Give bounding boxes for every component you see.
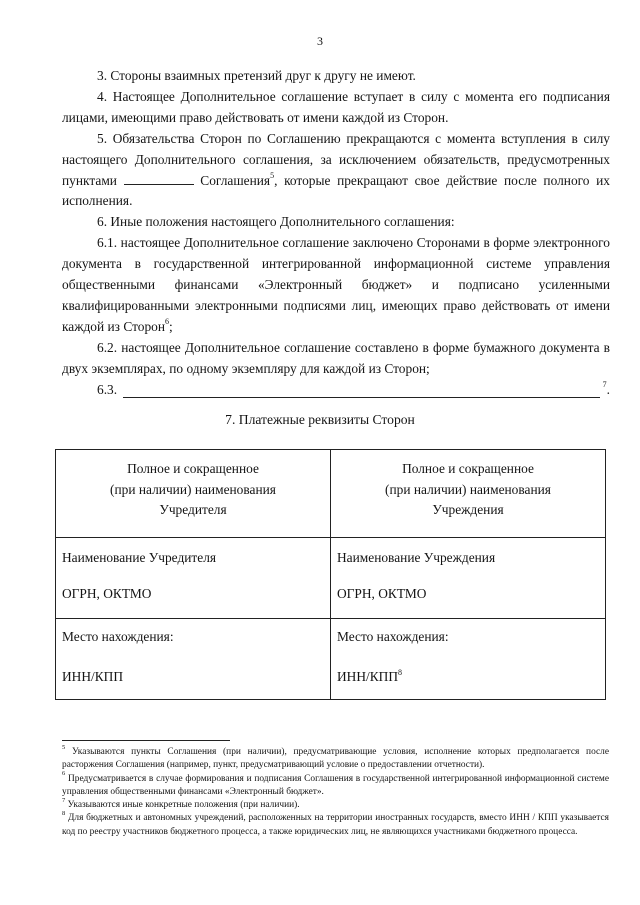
footnote-text: Указываются иные конкретные положения (при наличии). (65, 800, 300, 811)
paragraph-5-end: , которые прекращают свое действие после полного их исполнения. (62, 172, 610, 209)
footnote-ref-5: 5 (270, 171, 275, 181)
institution-name-label: Наименование Учреждения (337, 550, 496, 565)
section-title: 7. Платежные реквизиты Сторон (225, 412, 415, 427)
paragraph-5-agreement: Соглашения (200, 172, 271, 188)
footnote-8 (62, 812, 609, 839)
paragraph-6: 6. Иные положения настоящего Дополнительного соглашения: (97, 214, 455, 230)
footnote-text: Указываются пункты Соглашения (при наличии), предусматривающие условия, исполнение которых предполагается после расторжения Соглашения (например, пункт, предусматривающий условие о предоставлении отчетности). (62, 747, 609, 771)
founder-header (56, 450, 331, 538)
paragraph-3: 3. Стороны взаимных претензий друг к другу не имеют. (97, 68, 416, 83)
footnote-text: Для бюджетных и автономных учреждений, расположенных на территории иностранных государств, вместо ИНН / КПП указывается код по реестру участников бюджетного процесса, а также юридических лиц, не являющихся участниками бюджетного процесса. (62, 813, 609, 837)
header-line: (при наличии) наименования (385, 481, 551, 497)
footnote-ref-6: 6 (165, 317, 170, 327)
founder-inn-label: ИНН/КПП (62, 669, 124, 684)
header-line: Полное и сокращенное (402, 461, 534, 476)
paragraph-6-3-label: 6.3. (97, 381, 118, 397)
institution-ogrn-label: ОГРН, ОКТМО (337, 586, 427, 601)
header-line: (при наличии) наименования (110, 481, 276, 497)
founder-location-label: Место нахождения: (62, 629, 174, 644)
page-number: 3 (317, 34, 323, 48)
agreement-body (62, 66, 610, 401)
table-row (56, 538, 606, 619)
institution-name-cell (331, 538, 606, 619)
header-line: Учредителя (159, 502, 227, 517)
blank-line (124, 172, 194, 185)
blank-line (123, 383, 600, 398)
footnote-number: 5 (62, 743, 66, 751)
footnote-7 (62, 799, 609, 812)
paragraph-6-2: 6.2. настоящее Дополнительное соглашение составлено в форме бумажного документа в двух экземплярах, по одному экземпляру для каждой из Сторон; (62, 339, 610, 376)
institution-header (331, 450, 606, 538)
paragraph-6-1-text: 6.1. настоящее Дополнительное соглашение заключено Сторонами в форме электронного документа в государственной интегрированной информационной системе управления общественными финансами «Электронный бюджет» и подписано усиленными квалифицированными электронными подписями лиц, имеющих право действовать от имени каждой из Сторон (62, 235, 610, 334)
institution-inn-row (337, 669, 599, 685)
footnote-ref-7: 7 (602, 380, 607, 390)
header-line: Учреждения (432, 502, 504, 517)
footnote-number: 6 (62, 770, 66, 778)
footnote-text: Предусматривается в случае формирования и подписания Соглашения в государственной интегрированной информационной системе управления общественными финансами «Электронный бюджет». (62, 773, 609, 797)
footnote-6 (62, 770, 609, 800)
paragraph-6-1 (62, 233, 610, 338)
institution-location-label: Место нахождения: (337, 629, 449, 644)
footnote-separator (62, 740, 230, 741)
paragraph-6-3 (62, 380, 610, 401)
paragraph-6-3-end: . (606, 381, 610, 397)
paragraph-5-text: 5. Обязательства Сторон по Соглашению прекращаются с момента вступления в силу настоящего Дополнительного соглашения, за исключением обязательств, предусмотренных пунктами (62, 130, 610, 188)
footnote-ref-8: 8 (398, 667, 403, 677)
footnote-5 (62, 743, 609, 773)
founder-name-label: Наименование Учредителя (62, 550, 217, 565)
founder-location-cell (56, 619, 331, 700)
footnote-number: 8 (62, 810, 66, 818)
paragraph-5 (62, 129, 610, 213)
table-header-row (56, 450, 606, 538)
institution-inn-label: ИНН/КПП (337, 669, 399, 684)
payment-details-table (55, 449, 606, 700)
footnotes (62, 743, 609, 839)
paragraph-4: 4. Настоящее Дополнительное соглашение вступает в силу с момента его подписания лицами, имеющими право действовать от имени каждой из Сторон. (62, 88, 610, 125)
header-line: Полное и сокращенное (127, 461, 259, 476)
founder-name-cell (56, 538, 331, 619)
founder-ogrn-label: ОГРН, ОКТМО (62, 586, 152, 601)
table-row (56, 619, 606, 700)
footnote-number: 7 (62, 797, 66, 805)
paragraph-6-1-end: ; (169, 318, 173, 334)
institution-location-cell (331, 619, 606, 700)
